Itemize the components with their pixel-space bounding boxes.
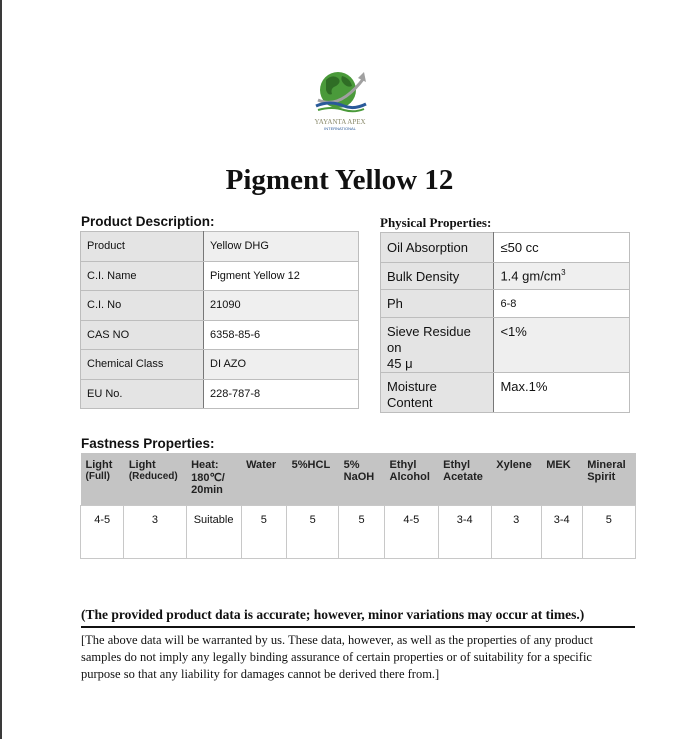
product-description-heading: Product Description: — [81, 214, 215, 229]
fastness-header-line: Spirit — [587, 471, 616, 483]
description-value: 6358-85-6 — [204, 320, 359, 350]
fastness-header-line: Ethyl — [389, 459, 417, 471]
fastness-value: Suitable — [186, 506, 241, 559]
globe-arrow-logo-icon — [306, 66, 374, 132]
fastness-header-line: (Reduced) — [128, 471, 178, 482]
description-row — [81, 261, 359, 291]
physical-properties-heading: Physical Properties: — [380, 215, 492, 230]
fastness-header — [287, 453, 339, 506]
physical-value: ≤50 cc — [494, 233, 630, 263]
physical-label-line: Content — [387, 395, 433, 410]
physical-row — [381, 263, 630, 290]
physical-label: Oil Absorption — [381, 233, 494, 263]
fastness-header-line: 5% — [343, 459, 360, 471]
fastness-value: 3-4 — [541, 506, 582, 559]
fastness-header-line: Ethyl — [443, 459, 471, 471]
fastness-value-row — [81, 506, 636, 559]
fastness-value: 5 — [339, 506, 385, 559]
description-label: CAS NO — [81, 320, 204, 350]
fastness-header — [339, 453, 385, 506]
physical-properties-table — [380, 232, 630, 413]
fastness-header-line: Heat: — [191, 459, 219, 471]
physical-label — [381, 318, 494, 373]
fastness-header — [124, 453, 186, 506]
fastness-header — [582, 453, 635, 506]
physical-label-line: on — [387, 340, 402, 355]
physical-row — [381, 373, 630, 413]
physical-value-sup: 3 — [561, 268, 566, 278]
fastness-header — [491, 453, 541, 506]
fastness-header-line: Alcohol — [389, 471, 430, 483]
fastness-header-line: Light — [85, 459, 113, 471]
product-description-table — [80, 231, 359, 409]
physical-value: Max.1% — [494, 373, 630, 413]
fastness-value: 4-5 — [81, 506, 124, 559]
fastness-header-line: Light — [128, 459, 156, 471]
fastness-header-line: 180℃/ — [191, 472, 225, 484]
fastness-header-line: Water — [246, 459, 277, 471]
fastness-value: 5 — [287, 506, 339, 559]
description-value: 228-787-8 — [204, 379, 359, 409]
fastness-value: 3 — [124, 506, 186, 559]
fastness-properties-table — [80, 453, 636, 559]
fastness-value: 5 — [241, 506, 287, 559]
logo-company-text: YAYANTA APEX — [314, 118, 366, 126]
description-row — [81, 350, 359, 380]
physical-label — [381, 373, 494, 413]
physical-label: Bulk Density — [381, 263, 494, 290]
fastness-header-line: 20min — [191, 484, 223, 496]
description-value: 21090 — [204, 291, 359, 321]
fastness-header — [541, 453, 582, 506]
fastness-header-line: NaOH — [343, 471, 375, 483]
physical-row — [381, 233, 630, 263]
fastness-header — [385, 453, 439, 506]
description-value: Yellow DHG — [204, 232, 359, 262]
fastness-value: 5 — [582, 506, 635, 559]
company-logo — [306, 66, 374, 132]
description-row — [81, 291, 359, 321]
physical-label: Ph — [381, 290, 494, 318]
description-value: Pigment Yellow 12 — [204, 261, 359, 291]
fastness-header-line: Mineral — [587, 459, 626, 471]
fastness-header — [81, 453, 124, 506]
fastness-header — [186, 453, 241, 506]
fastness-header — [241, 453, 287, 506]
fastness-header-row — [81, 453, 636, 506]
fastness-value: 4-5 — [385, 506, 439, 559]
accuracy-note: (The provided product data is accurate; however, minor variations may occur at times.) — [81, 607, 635, 628]
disclaimer-text: [The above data will be warranted by us. These data, however, as well as the properties of any product samples do not imply any legally binding assurance of certain properties or of suitability for a specific purpose so that any liability for damages cannot be derived there from.] — [81, 633, 593, 681]
physical-value: <1% — [494, 318, 630, 373]
physical-label-line: Moisture — [387, 379, 437, 394]
logo-subtitle-text: INTERNATIONAL — [324, 126, 356, 131]
fastness-header — [438, 453, 491, 506]
fastness-header-line: MEK — [546, 459, 571, 471]
description-row — [81, 379, 359, 409]
page-title: Pigment Yellow 12 — [225, 164, 454, 196]
fastness-header-line: (Full) — [85, 471, 110, 482]
description-row — [81, 232, 359, 262]
physical-label-line: Sieve Residue — [387, 324, 471, 339]
description-label: C.I. Name — [81, 261, 204, 291]
fastness-header-line: 5%HCL — [291, 459, 331, 471]
description-value: DI AZO — [204, 350, 359, 380]
description-label: C.I. No — [81, 291, 204, 321]
fastness-header-line: Acetate — [443, 471, 483, 483]
physical-label-line: 45 μ — [387, 356, 413, 371]
fastness-properties-heading: Fastness Properties: — [81, 436, 215, 451]
physical-value: 6-8 — [494, 290, 630, 318]
fastness-value: 3 — [491, 506, 541, 559]
physical-value — [494, 263, 630, 290]
page-left-border — [0, 0, 2, 739]
fastness-header-line: Xylene — [496, 459, 532, 471]
description-label: EU No. — [81, 379, 204, 409]
physical-row — [381, 290, 630, 318]
physical-value-text: 1.4 gm/cm — [500, 268, 562, 284]
description-label: Product — [81, 232, 204, 262]
physical-row — [381, 318, 630, 373]
description-label: Chemical Class — [81, 350, 204, 380]
description-row — [81, 320, 359, 350]
fastness-value: 3-4 — [438, 506, 491, 559]
